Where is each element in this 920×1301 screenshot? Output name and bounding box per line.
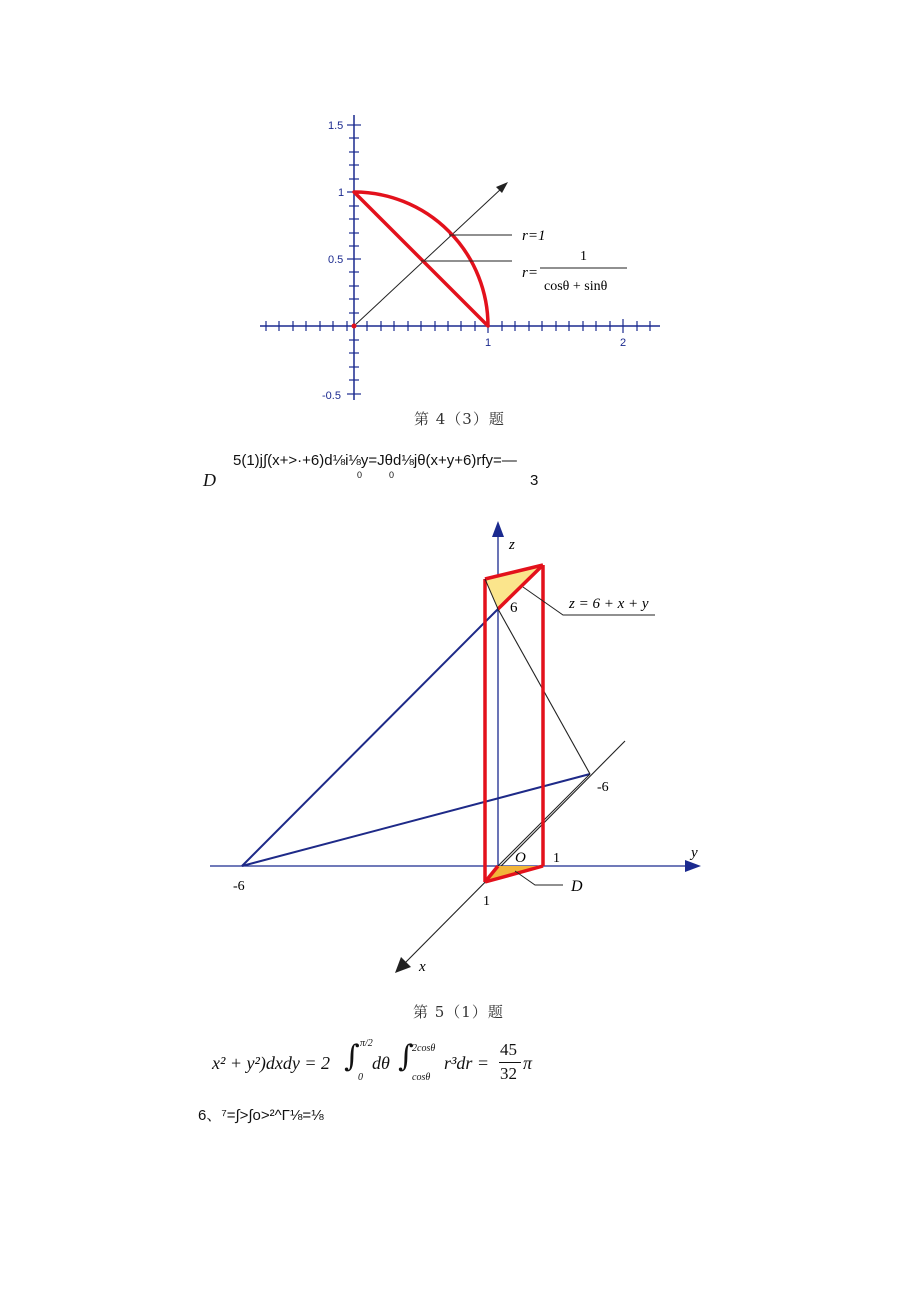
formula-2-integrand: r³dr =: [444, 1053, 490, 1073]
label-r-equals: r=: [522, 265, 538, 281]
label-surface-equation: z = 6 + x + y: [569, 596, 649, 612]
figure-4-3-plot: [250, 100, 670, 410]
label-neg6-left: -6: [233, 879, 245, 894]
formula-2-integral-2: ∫: [398, 1039, 414, 1074]
label-fraction-denominator: cosθ + sinθ: [544, 279, 608, 294]
formula-1-main: 5(1)j∫(x+>·+6)d⅛i⅛y=Jθd⅛jθ(x+y+6)rfy=—: [233, 452, 517, 469]
formula-2-fraction-den: 32: [500, 1064, 517, 1083]
figure-4-3-caption: 第 4（3）题: [414, 410, 505, 428]
quarter-arc-region: [354, 192, 488, 326]
formula-1-sub-b: 0: [389, 470, 395, 480]
formula-2-int1-upper: π/2: [360, 1038, 373, 1049]
formula-2-int2-upper: 2cosθ: [412, 1043, 436, 1054]
formula-2-int2-lower: cosθ: [412, 1072, 431, 1083]
y-tick-label: 0.5: [328, 254, 344, 266]
formula-2-mid: dθ: [372, 1053, 390, 1073]
label-1-bottom: 1: [483, 894, 490, 909]
formula-2-fraction-num: 45: [500, 1040, 517, 1059]
x-tick-label: 2: [620, 337, 627, 349]
figure-5-1-caption: 第 5（1）题: [413, 1003, 504, 1021]
z-axis-arrowhead: [492, 521, 504, 537]
formula-2-integral-1: ∫: [344, 1039, 360, 1074]
formula-2-int1-lower: 0: [358, 1072, 363, 1083]
label-6: 6: [510, 600, 518, 616]
formula-1-sub-a: 0: [357, 470, 363, 480]
y-tick-label: 1: [338, 187, 345, 199]
y-tick-label: 1.5: [328, 120, 344, 132]
edge-left-to-top: [242, 609, 498, 866]
y-tick-label: -0.5: [322, 390, 341, 402]
formula-1-prefix: D: [203, 470, 216, 490]
formula-2-fraction-bar: [499, 1062, 521, 1063]
x-axis: [403, 741, 625, 965]
formula-2-tail: π: [523, 1053, 533, 1073]
label-y-axis: y: [691, 845, 698, 861]
y-axis-arrowhead: [685, 860, 701, 872]
figure-5-1-plot: [205, 515, 710, 985]
label-neg6-right: -6: [597, 780, 609, 795]
label-r-equals-1: r=1: [522, 228, 546, 244]
label-fraction-numerator: 1: [580, 249, 587, 264]
ray-line: [354, 188, 502, 326]
x-tick-label: 1: [485, 337, 492, 349]
formula-3: 6、⁷=∫>∫o>²^Γ⅛=⅛: [198, 1107, 324, 1124]
formula-2-lhs: x² + y²)dxdy = 2: [212, 1053, 331, 1073]
label-origin: O: [515, 850, 526, 866]
label-z-axis: z: [509, 537, 515, 553]
origin-point: [352, 324, 357, 329]
label-D: D: [571, 878, 583, 895]
formula-1-sub-c: 3: [530, 472, 539, 489]
label-1-right: 1: [553, 851, 560, 866]
label-x-axis: x: [419, 959, 426, 975]
edge-left-to-neg6: [242, 774, 590, 866]
